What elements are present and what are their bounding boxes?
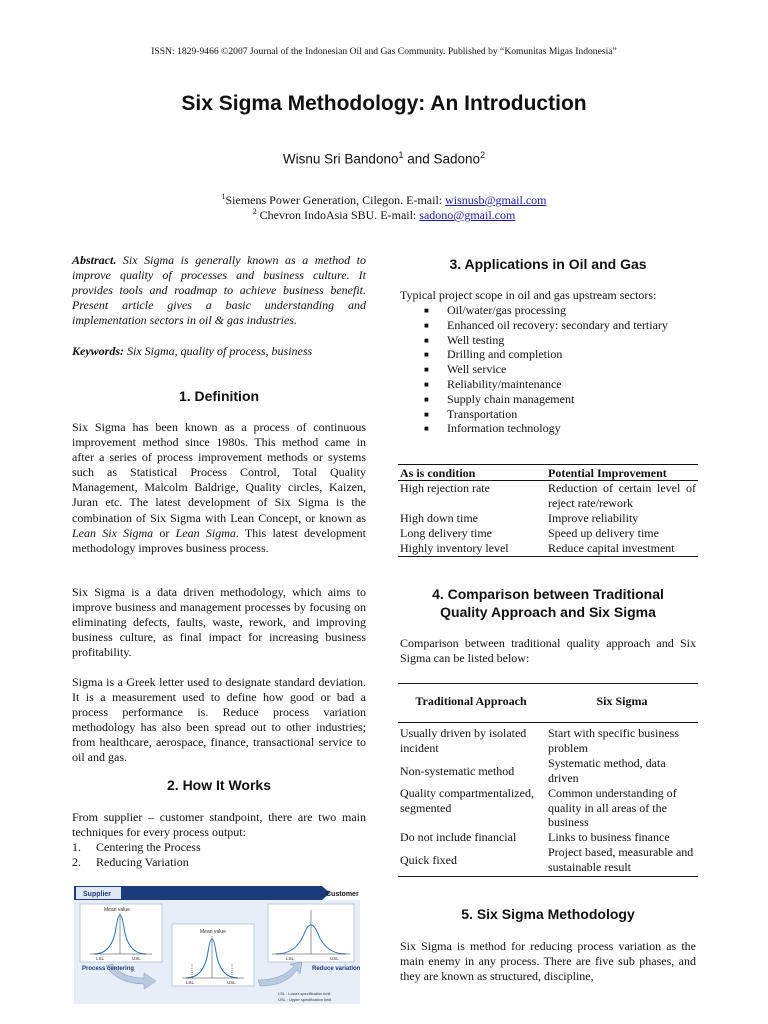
author-1: Wisnu Sri Bandono: [282, 151, 399, 167]
table1-cell: High rejection rate: [400, 481, 490, 495]
process-diagram: [72, 882, 362, 1004]
section-2-paragraph-1: From supplier – customer standpoint, there are two main techniques for every process output:: [72, 810, 366, 840]
keywords: [72, 344, 366, 359]
table1-header-rule: [398, 480, 698, 481]
table2-cell: Quality compartmentalized, segmented: [400, 786, 534, 815]
table2-bottom-rule: [398, 876, 698, 877]
table2-cell: Usually driven by isolated incident: [400, 726, 527, 755]
table1-cell: Reduction of certain level of reject rate/rework: [548, 481, 696, 510]
affiliation-2-sup: 2: [252, 207, 257, 216]
paper-title: Six Sigma Methodology: An Introduction: [181, 92, 587, 115]
table1-top-rule: [398, 464, 698, 465]
lsl-label: LSL: [96, 956, 105, 961]
legend-usl: USL : Upper specification limit: [278, 997, 332, 1002]
author-2-sup: 2: [480, 150, 486, 160]
customer-label: Customer: [326, 891, 359, 898]
list-item: ■ Well testing: [400, 333, 696, 348]
usl-label: USL: [227, 980, 236, 985]
affiliation-1-text: Siemens Power Generation, Cilegon. E-mail:: [225, 193, 446, 207]
table2-cell: Common understanding of quality in all areas of the business: [548, 786, 677, 829]
step-number: 2.: [72, 855, 81, 869]
lsl-label: LSL: [186, 980, 195, 985]
email-link-2[interactable]: sadono@gmail.com: [419, 208, 516, 222]
journal-header: ISSN: 1829-9466 ©2007 Journal of the Indonesian Oil and Gas Community. Published by “Komunitas Migas Indonesia”: [151, 46, 617, 57]
affiliation-2: [0, 204, 768, 223]
list-item: ■ Enhanced oil recovery: secondary and tertiary: [400, 318, 696, 333]
section-2-title: 2. How It Works: [167, 777, 271, 793]
table1-cell: High down time: [400, 511, 478, 525]
usl-label: USL: [132, 956, 141, 961]
mean-value-label: Mean value: [200, 929, 226, 935]
table2-cell: Links to business finance: [548, 830, 670, 844]
s1p1-text-b: . This latest development methodology improves business process.: [72, 525, 367, 555]
table1-cell: Improve reliability: [548, 511, 639, 525]
section-5-paragraph-1: Six Sigma is method for reducing process variation as the main enemy in any process. There are five sub phases, and they are known as structured, discipline,: [400, 939, 696, 984]
keywords-text: Six Sigma, quality of process, business: [124, 344, 313, 358]
table1-header-cell: As is condition: [400, 466, 476, 480]
list-item: ■ Oil/water/gas processing: [400, 303, 696, 318]
table1-cell: Highly inventory level: [400, 541, 509, 555]
table2-cell: Systematic method, data driven: [548, 756, 666, 785]
section-3-title: 3. Applications in Oil and Gas: [449, 256, 647, 272]
step-item: [72, 855, 366, 870]
section-3-intro: Typical project scope in oil and gas upstream sectors:: [400, 288, 657, 302]
section-2-steps: [72, 840, 366, 870]
table2-header-cell: Six Sigma: [596, 694, 648, 708]
affiliation-1-sup: 1: [221, 192, 226, 201]
list-item: ■ Information technology: [400, 421, 696, 436]
table2-cell: Quick fixed: [400, 853, 457, 867]
list-item: ■ Well service: [400, 362, 696, 377]
comparison-table: [400, 726, 696, 876]
section-5-title: 5. Six Sigma Methodology: [461, 906, 635, 922]
author-1-sup: 1: [398, 150, 404, 160]
usl-label: USL: [330, 956, 339, 961]
section-1-paragraph-2: Six Sigma is a data driven methodology, which aims to improve business and management processes by focusing on eliminating defects, faults, waste, rework, and improving business culture, as final impact for increasing business profitability.: [72, 585, 366, 660]
lsl-label: LSL: [286, 956, 295, 961]
section-4-title-line-2: Quality Approach and Six Sigma: [440, 604, 656, 620]
table1-header-cell: Potential Improvement: [548, 466, 667, 480]
table1-cell: Speed up delivery time: [548, 526, 659, 540]
list-item: ■ Reliability/maintenance: [400, 377, 696, 392]
list-item: ■ Drilling and completion: [400, 347, 696, 362]
section-1-paragraph-3: Sigma is a Greek letter used to designate standard deviation. It is a measurement used to define how good or bad a process performance is. Reduce process variation methodology has also been spread out to other industries; from healthcare, aerospace, finance, transactional service to oil and gas.: [72, 675, 366, 765]
table1-bottom-rule: [398, 556, 698, 557]
table2-cell: Project based, measurable and sustainable result: [548, 845, 694, 874]
legend-lsl: LSL : Lower specification limit: [278, 991, 331, 996]
comparison-table-header: [400, 694, 696, 714]
section-1-paragraph-1: [72, 420, 366, 556]
abstract: [72, 253, 366, 328]
mean-value-label: Mean value: [104, 907, 130, 913]
section-4-title: [400, 585, 696, 621]
table2-cell: Non-systematic method: [400, 764, 515, 778]
s1p1-or: or: [153, 525, 176, 540]
step-number: 1.: [72, 840, 81, 854]
abstract-label: Abstract.: [72, 253, 117, 267]
section-4-title-line-1: 4. Comparison between Traditional: [432, 586, 664, 602]
step-text: Centering the Process: [96, 840, 201, 854]
email-link-1[interactable]: wisnusb@gmail.com: [445, 193, 547, 207]
reduce-variation-label: Reduce variation: [312, 966, 361, 972]
supplier-label: Supplier: [83, 891, 112, 898]
section-1-title: 1. Definition: [178, 388, 260, 404]
table1-cell: Long delivery time: [400, 526, 492, 540]
list-item: ■ Supply chain management: [400, 392, 696, 407]
step-text: Reducing Variation: [96, 855, 189, 869]
abstract-text: Six Sigma is generally known as a method to improve quality of processes and business culture. It provides tools and roadmap to achieve business benefit. Present article gives a basic understanding and implementation sectors in oil & gas industries.: [72, 253, 366, 328]
section-4-intro: Comparison between traditional quality approach and Six Sigma can be listed below:: [400, 636, 696, 666]
list-item: ■ Transportation: [400, 407, 696, 422]
author-conj: and Sadono: [403, 151, 481, 167]
table2-top-rule: [398, 683, 698, 684]
keywords-label: Keywords:: [72, 344, 124, 358]
table2-cell: Do not include financial: [400, 830, 517, 844]
table1-cell: Reduce capital investment: [548, 541, 675, 555]
s1p1-em-1: Lean Six Sigma: [72, 525, 154, 540]
table2-cell: Start with specific business problem: [548, 726, 679, 755]
section-3-list: [400, 303, 696, 436]
process-centering-label: Process centering: [82, 966, 135, 972]
authors: [0, 150, 768, 167]
table2-header-cell: Traditional Approach: [415, 694, 527, 708]
s1p1-text-a: Six Sigma has been known as a process of continuous improvement method since 1980s. This method came in after a series of process improvement methods or systems such as Statistical Process Control, Total Quality Management, Malcolm Baldrige, Quality circles, Kaizen, Juran etc. The latest development of Six Sigma is the combination of Six Sigma with Lean Concept, or known as: [72, 420, 366, 525]
step-item: [72, 840, 366, 855]
s1p1-em-2: Lean Sigma: [175, 525, 236, 540]
affiliation-2-text: Chevron IndoAsia SBU. E-mail:: [256, 208, 420, 222]
table2-header-rule: [398, 722, 698, 723]
